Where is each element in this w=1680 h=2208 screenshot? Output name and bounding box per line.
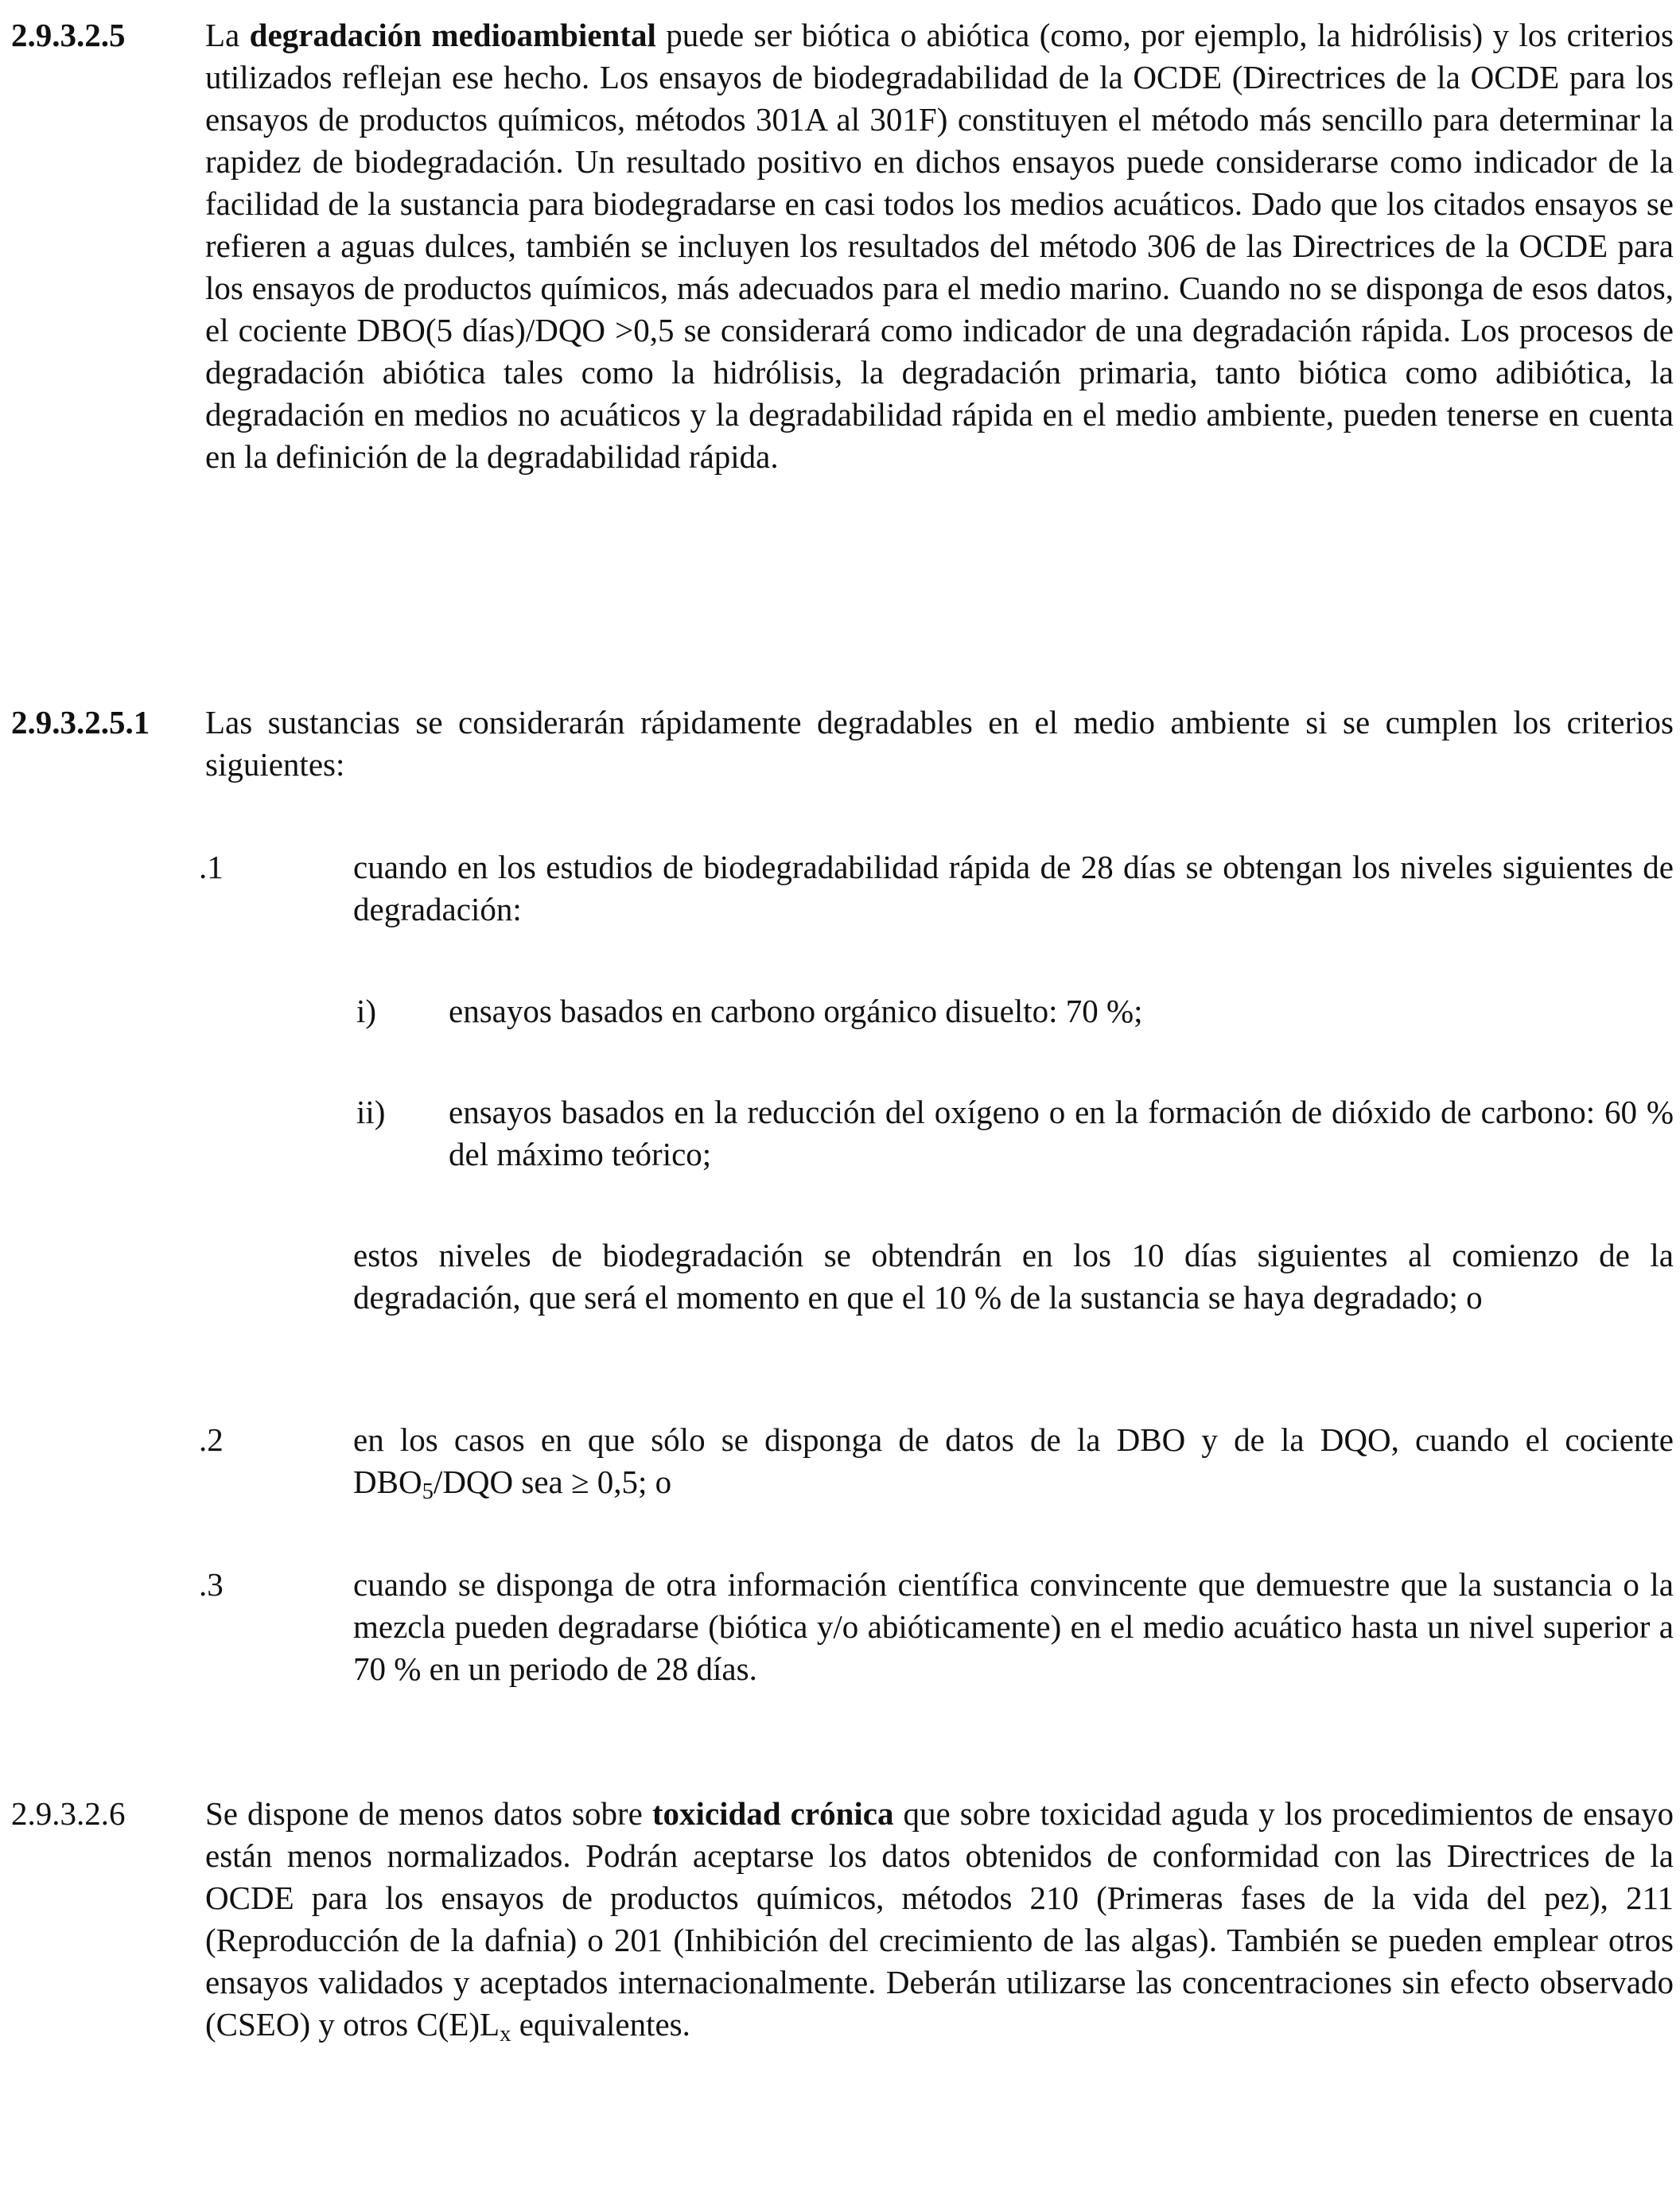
paragraph-text: [205, 14, 1674, 478]
text-run: en los casos en que sólo se disponga de datos de la DBO y de la DQO, cuando el cociente DBO: [353, 1421, 1674, 1500]
subitem-text: ensayos basados en la reducción del oxígeno o en la formación de dióxido de carbono: 60 % del máximo teórico;: [449, 1094, 1674, 1172]
paragraph-number: 2.9.3.2.5.1: [11, 704, 150, 741]
criterion-text: cuando se disponga de otra información científica convincente que demuestre que la sustancia o la mezcla pueden degradarse (biótica y/o abióticamente) en el medio acuático hasta un nivel superior a 70 % en un periodo de 28 días.: [353, 1566, 1674, 1687]
paragraph-number: 2.9.3.2.5: [11, 17, 126, 53]
criterion-marker: .2: [199, 1421, 224, 1458]
term-degradacion-medioambiental: degradación medioambiental: [249, 17, 656, 53]
text-run: La: [205, 17, 250, 53]
subitem-marker: i): [356, 993, 377, 1029]
criterion-text: [353, 1419, 1674, 1503]
subitem-text: ensayos basados en carbono orgánico disuelto: 70 %;: [449, 993, 1143, 1029]
criterion-1-continuation: estos niveles de biodegradación se obtendrán en los 10 días siguientes al comienzo de la degradación, que será el momento en que el 10 % de la sustancia se haya degradado; o: [353, 1237, 1674, 1316]
subitem-marker: ii): [356, 1094, 386, 1130]
text-run: equivalentes.: [511, 2006, 690, 2043]
paragraph-text: [205, 1793, 1674, 2046]
text-run: puede ser biótica o abiótica (como, por ejemplo, la hidrólisis) y los criterios utilizados reflejan ese hecho. Los ensayos de biodegradabilidad de la OCDE (Directrices de la OCDE para los ensayos de productos químicos, métodos 301A al 301F) constituyen el método más sencillo para determinar la rapidez de biodegradación. Un resultado positivo en dichos ensayos puede considerarse como indicador de la facilidad de la sustancia para biodegradarse en casi todos los medios acuáticos. Dado que los citados ensayos se refieren a aguas dulces, también se incluyen los resultados del método 306 de las Directrices de la OCDE para los ensayos de productos químicos, más adecuados para el medio marino. Cuando no se disponga de esos datos, el cociente DBO(5 días)/DQO >0,5 se considerará como indicador de una degradación rápida. Los procesos de degradación abiótica tales como la hidrólisis, la degradación primaria, tanto biótica como adibiótica, la degradación en medios no acuáticos y la degradabilidad rápida en el medio ambiente, pueden tenerse en cuenta en la definición de la degradabilidad rápida.: [205, 17, 1674, 475]
paragraph-number: 2.9.3.2.6: [11, 1795, 126, 1832]
subscript-x: x: [500, 2021, 511, 2047]
paragraph-text: Las sustancias se considerarán rápidamente degradables en el medio ambiente si se cumplen los criterios siguientes:: [205, 704, 1674, 783]
text-run: Se dispone de menos datos sobre: [205, 1795, 652, 1832]
text-run: que sobre toxicidad aguda y los procedimientos de ensayo están menos normalizados. Podrán aceptarse los datos obtenidos de conformidad con las Directrices de la OCDE para los ensayos de productos químicos, métodos 210 (Primeras fases de la vida del pez), 211 (Reproducción de la dafnia) o 201 (Inhibición del crecimiento de las algas). También se pueden emplear otros ensayos validados y aceptados internacionalmente. Deberán utilizarse las concentraciones sin efecto observado (CSEO) y otros C(E)L: [205, 1795, 1674, 2043]
subscript-5: 5: [422, 1479, 434, 1505]
criterion-marker: .3: [199, 1566, 224, 1603]
criterion-marker: .1: [199, 849, 224, 885]
term-toxicidad-cronica: toxicidad crónica: [651, 1795, 894, 1832]
text-run: /DQO sea ≥ 0,5; o: [433, 1464, 672, 1500]
criterion-text: cuando en los estudios de biodegradabilidad rápida de 28 días se obtengan los niveles siguientes de degradación:: [353, 849, 1674, 927]
